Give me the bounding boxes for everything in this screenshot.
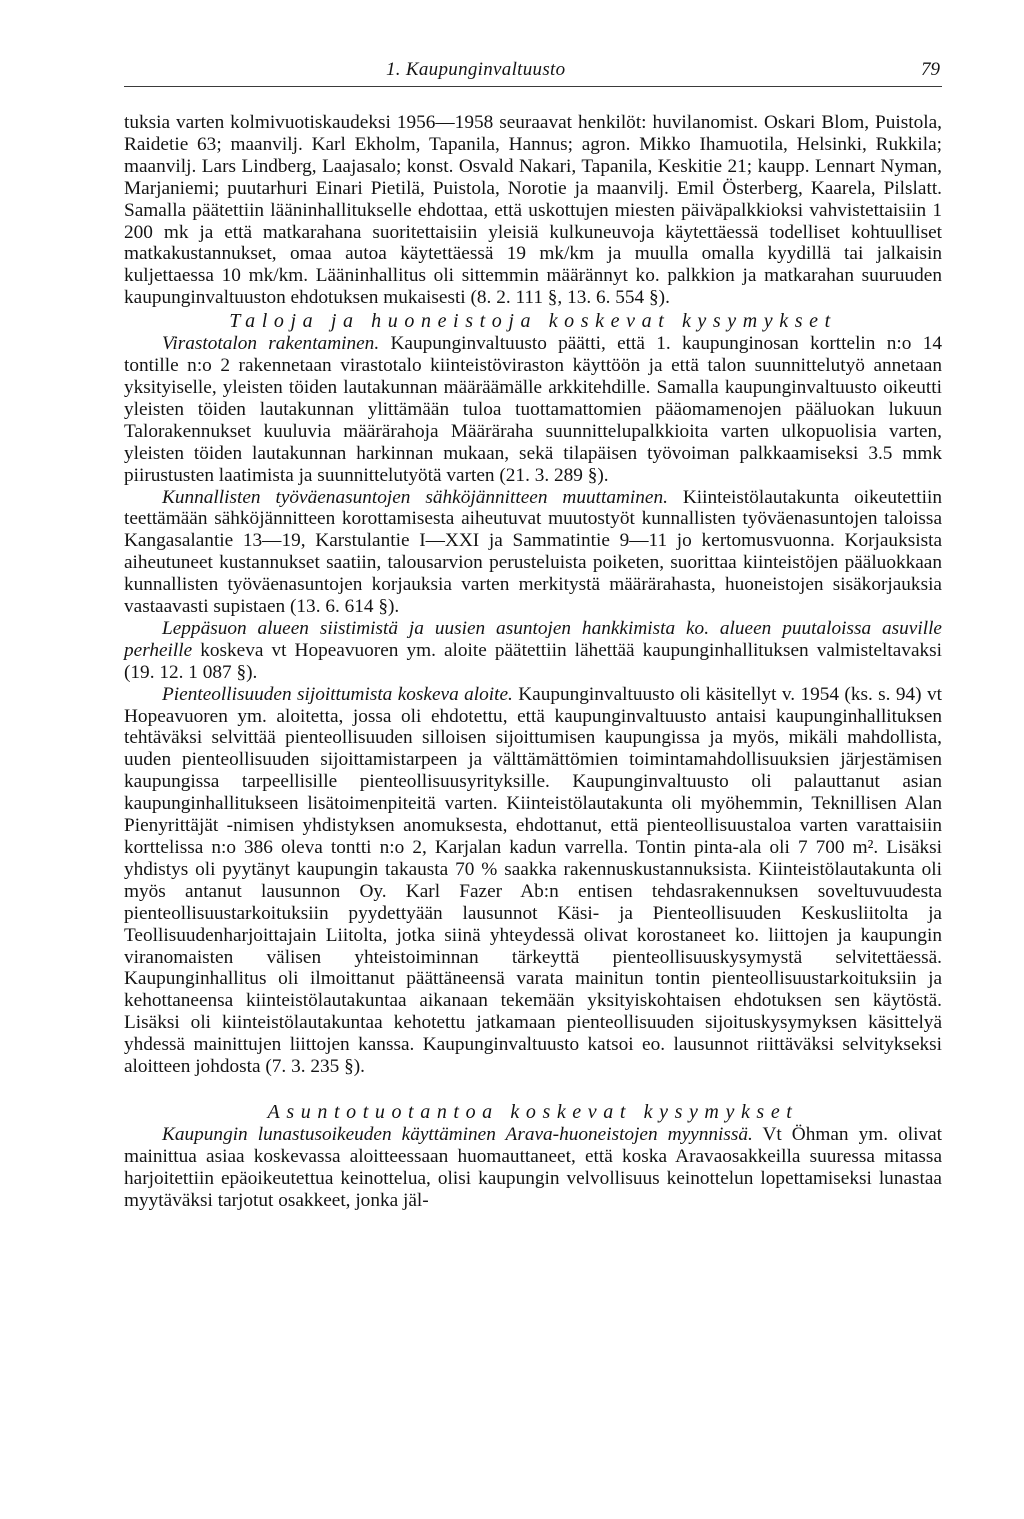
paragraph-title: Pienteollisuuden sijoittumista koskeva aloite. [162,683,513,705]
section-heading-housing: Asuntotuotantoa koskevat kysymykset [267,1100,799,1123]
page-number: 79 [921,59,940,80]
paragraph-text: koskeva vt Hopeavuoren ym. aloite päätettiin lähettää kaupunginhallituksen valmisteltavaksi (19. 12. 1 087 §). [124,639,942,683]
paragraph-text: Vt Öhman ym. olivat mainittua asiaa koskevassa aloitteessaan huomauttaneet, että koska Aravaosakkeilla suuressa mitassa harjoitettiin epäoikeutettua keinottelua, olisi kaupungin velvollisuus keinottelun lopettamiseksi lunastaa myytäväksi tarjotut osakkeet, jonka jäl- [124,1123,942,1211]
document-page [124,0,942,1519]
paragraph-title: Virastotalon rakentaminen. [162,333,380,355]
section-heading-buildings: Taloja ja huoneistoja koskevat kysymykset [229,310,837,333]
paragraph-text: Kiinteistölautakunta oikeutettiin teettämään sähköjännitteen korottamisesta aiheutuvat muutostyöt kunnallisten työväenasuntojen taloissa Kangasalantie 13—19, Karstulantie I—XXI ja Sammatintie 9—11 jo kertomusvuonna. Korjauksista aiheutuneet kustannukset saatiin, talousarvion perusteluista poiketen, suorittaa kiinteistöjen pääluokkaan kunnallisten työväenasuntojen korjauksia varten merkitystä määrärahasta, huoneistojen sisäkorjauksia vastaavasti supistaen (13. 6. 614 §). [124,486,942,618]
paragraph-office-building [124,333,942,486]
body-text [124,112,942,1212]
paragraph-title: Kaupungin lunastusoikeuden käyttäminen Arava-huoneistojen myynnissä. [162,1123,753,1145]
paragraph-voltage-change [124,487,942,618]
paragraph-small-industry [124,684,942,1078]
paragraph-leppasuo [124,618,942,684]
paragraph-title: Leppäsuon alueen siistimistä ja uusien asuntojen hankkimista ko. alueen puutaloissa asuville perheille [124,617,942,661]
paragraph-text: Kaupunginvaltuusto oli käsitellyt v. 1954 (ks. s. 94) vt Hopeavuoren ym. aloitetta, jossa oli ehdotettu, että kaupunginvaltuusto antaisi kaupunginhallituksen tehtäväksi selvittää pienteollisuuden silloisen sijoittumisen kaupungissa ja myös, mikäli mahdollista, uuden pienteollisuuden sijoittamistarpeen ja välttämättömien toimintamahdollisuuksien järjestämisen kaupungissa tarpeellisille pienteollisuusyrityksille. Kaupunginvaltuusto oli palauttanut asian kaupunginhallitukseen lisätoimenpiteitä varten. Kiinteistölautakunta oli myöhemmin, Teknillisen Alan Pienyrittäjät -nimisen yhdistyksen anomuksesta, ehdottanut, että pienteollisuustaloa varten varattaisiin korttelissa n:o 386 oleva tontti n:o 2, Karjalan kadun varrella. Tontin pinta-ala oli 7 700 m². Lisäksi yhdistys oli pyytänyt kaupungin takausta 70 % saakka rakennuskustannuksista. Kiinteistölautakunta oli myös antanut lausunnon Oy. Karl Fazer Ab:n entisen tehdasrakennuksen soveltuvuudesta pienteollisuustarkoituksiin pyydettyään lausunnot Käsi- ja Pienteollisuuden Keskusliitolta ja Teollisuudenharjoittajain Liitolta, jotka siinä yhteydessä olivat korostaneet ko. liittojen ja kaupungin viranomaisten välisen yhteistoiminnan tärkeyttä pienteollisuuskysymystä selvitettäessä. Kaupunginhallitus oli ilmoittanut päättäneensä varata mainitun tontin pienteollisuustarkoituksiin ja kehottaneensa kiinteistölautakuntaa aikanaan tekemään yksityiskohtaisen ehdotuksen sen käytöstä. Lisäksi oli kiinteistölautakuntaa kehotettu jatkamaan pienteollisuuden sijoituskysymyksen käsittelyä yhdessä mainittujen liittojen kanssa. Kaupunginvaltuusto katsoi eo. lausunnot riittäväksi selvitykseksi aloitteen johdosta (7. 3. 235 §). [124,683,942,1078]
section-title: 1. Kaupunginvaltuusto [386,59,566,80]
paragraph-continuation [124,112,942,309]
running-header [124,58,942,87]
paragraph-redemption-right [124,1124,942,1212]
paragraph-title: Kunnallisten työväenasuntojen sähköjännitteen muuttaminen. [162,486,668,508]
paragraph-text: tuksia varten kolmivuotiskaudeksi 1956—1958 seuraavat henkilöt: huvilanomist. Oskari Blom, Puistola, Raidetie 63; maanvilj. Karl Ekholm, Tapanila, Hannus; agron. Mikko Ihamuotila, Helsinki, Rukkila; maanvilj. Lars Lindberg, Laajasalo; konst. Osvald Nakari, Tapanila, Keskitie 21; kaupp. Lennart Nyman, Marjaniemi; puutarhuri Einari Pietilä, Puistola, Norotie ja maanvilj. Emil Österberg, Kaarela, Pilslatt. Samalla päätettiin lääninhallitukselle ehdottaa, että uskottujen miesten päiväpalkkioksi vahvistettaisiin 1 200 mk ja että matkarahana suoritettaisiin yleisiä kulkuneuvoja käytettäessä todelliset kohtuulliset matkakustannukset, omaa autoa käytettäessä 19 mk/km ja muulla omalla kyydillä tai jalkaisin kuljettaessa 10 mk/km. Lääninhallitus oli sittemmin määrännyt ko. palkkion ja matkarahan suuruuden kaupunginvaltuuston ehdotuksen mukaisesti (8. 2. 111 §, 13. 6. 554 §). [124,112,942,309]
paragraph-text: Kaupunginvaltuusto päätti, että 1. kaupunginosan korttelin n:o 14 tontille n:o 2 rakennetaan virastotalo kiinteistöviraston käyttöön ja että talon suunnittelutyö annetaan yksityiselle, yleisten töiden lautakunnan määräämälle arkkitehdille. Samalla kaupunginvaltuusto oikeutti yleisten töiden lautakunnan ylittämään tuloa tuottamattomien pääomamenojen pääluokan lukuun Talorakennukset kuuluvia määrärahoja Määräraha suunnittelupalkkioita varten ulkopuolisia varten, yleisten töiden lautakunnan harkinnan mukaan, sekä tilapäisen työvoiman palkkaamiseksi 3.5 mmk piirustusten laatimista ja suunnittelutyötä varten (21. 3. 289 §). [124,333,942,486]
